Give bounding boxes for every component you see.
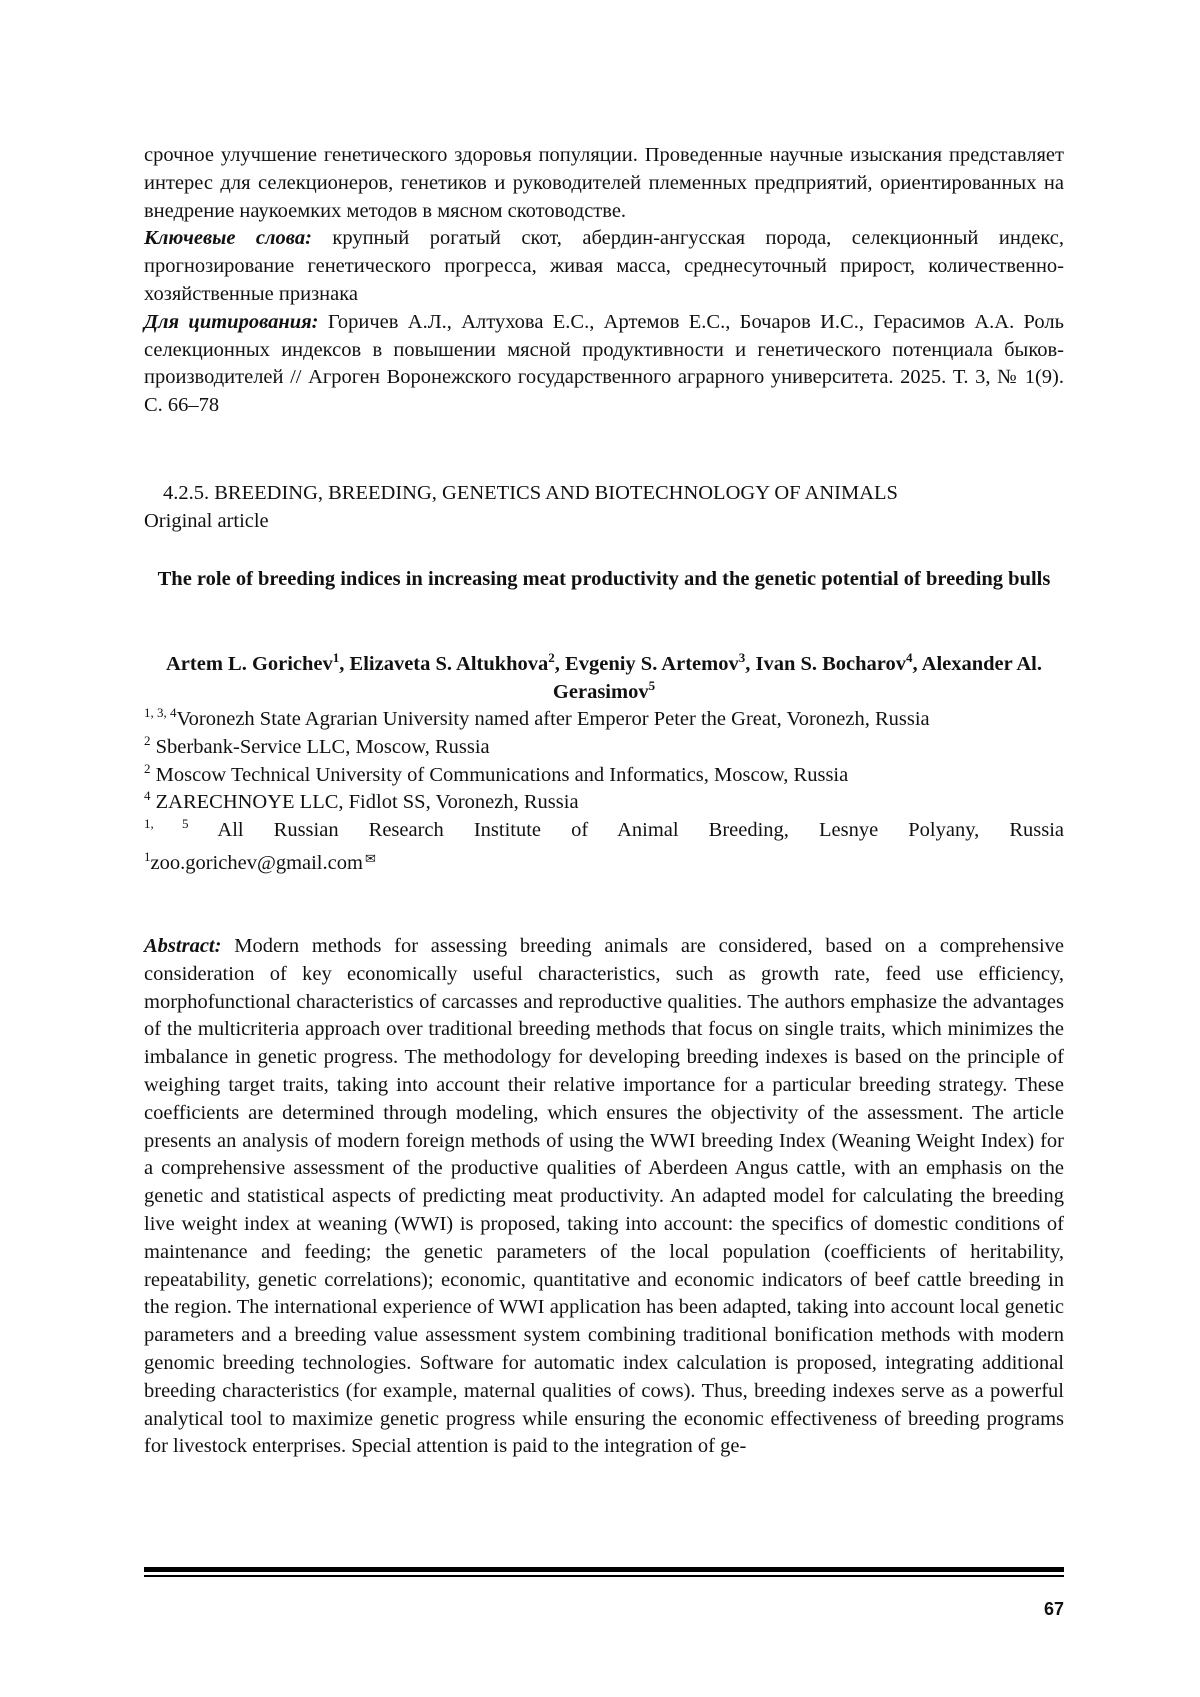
affiliation-line xyxy=(144,734,1064,762)
section-code: 4.2.5. BREEDING, BREEDING, GENETICS AND BIOTECHNOLOGY OF ANIMALS xyxy=(163,482,898,504)
author-name: Elizaveta S. Altukhova xyxy=(349,653,549,675)
author-affiliation-mark: 5 xyxy=(648,677,656,693)
affiliation-mark: 1, 5 xyxy=(144,816,189,832)
abstract-en xyxy=(144,933,1064,1461)
affiliation-line xyxy=(144,817,1064,845)
abstract-ru-ending: срочное улучшение генетического здоровья популяции. Проведенные научные изыскания представляет интерес для селекционеров, генетиков и руководителей племенных предприятий, ориентированных на внедрение наукоемких методов в мясном скотоводстве. xyxy=(144,144,1064,222)
abstract-text: Modern methods for assessing breeding animals are considered, based on a comprehensive consideration of key economically useful characteristics, such as growth rate, feed use efficiency, morphofunctional characteristics of carcasses and reproductive qualities. The authors emphasize the advantages of the multicriteria approach over traditional breeding methods that focus on single traits, which minimizes the imbalance in genetic progress. The methodology for developing breeding indexes is based on the principle of weighing target traits, taking into account their relative importance for a particular breeding strategy. These coefficients are determined through modeling, which ensures the objectivity of the assessment. The article presents an analysis of modern foreign methods of using the WWI breeding Index (Weaning Weight Index) for a comprehensive assessment of the productive qualities of Aberdeen Angus cattle, with an emphasis on the genetic and statistical aspects of predicting meat productivity. An adapted model for calculating the breeding live weight index at weaning (WWI) is proposed, taking into account: the specifics of domestic conditions of maintenance and feeding; the genetic parameters of the local population (coefficients of heritability, repeatability, genetic correlations); economic, quantitative and economic indicators of beef cattle breeding in the region. The international experience of WWI application has been adapted, taking into account local genetic parameters and a breeding value assessment system combining traditional bonification methods with modern genomic breeding technologies. Software for automatic index calculation is proposed, integrating additional breeding characteristics (for example, maternal qualities of cows). Thus, breeding indexes serve as a powerful analytical tool to maximize genetic progress while ensuring the economic effectiveness of breeding programs for livestock enterprises. Special attention is paid to the integration of ge- xyxy=(144,935,1064,1458)
footer-rule xyxy=(144,1567,1064,1577)
author-affiliation-mark: 2 xyxy=(548,650,555,665)
author-name: Evgeniy S. Artemov xyxy=(565,653,739,675)
footer-rule-thick xyxy=(144,1567,1064,1572)
russian-abstract-tail xyxy=(144,142,1064,420)
affiliations xyxy=(144,706,1064,878)
affiliation-mark: 2 xyxy=(144,732,151,748)
citation-ru-label: Для цитирования: xyxy=(144,310,319,333)
author-separator: , xyxy=(912,653,922,675)
affiliation-text: All Russian Research Institute of Animal Breeding, Lesnye Polyany, Russia xyxy=(188,819,1064,842)
affiliation-text: Sberbank-Service LLC, Moscow, Russia xyxy=(150,735,490,758)
affiliation-line xyxy=(144,762,1064,790)
affiliation-mark: 2 xyxy=(144,760,151,776)
author-affiliation-mark: 1 xyxy=(332,650,340,665)
author-list xyxy=(144,651,1064,707)
affiliation-mark: 4 xyxy=(144,788,151,804)
author-name: Artem L. Gorichev xyxy=(165,653,333,675)
keywords-ru-label: Ключевые слова: xyxy=(144,227,312,250)
email-address: zoo.gorichev@gmail.com xyxy=(150,851,363,874)
affiliation-line xyxy=(144,706,1064,734)
affiliation-mark: 1, 3, 4 xyxy=(144,705,177,720)
author-name: Ivan S. Bocharov xyxy=(755,653,907,675)
section-heading xyxy=(144,480,1064,536)
author-affiliation-mark: 3 xyxy=(738,650,746,665)
footer-rule-thin xyxy=(144,1575,1064,1577)
citation-ru xyxy=(144,309,1064,420)
author-name: Alexander Al. Gerasimov xyxy=(552,653,1043,703)
citation-ru-text: Горичев А.Л., Алтухова Е.С., Артемов Е.С., Бочаров И.С., Герасимов А.А. Роль селекционных индексов в повышении мясной продуктивности и генетического потенциала быков-производителей // Агроген Воронежского государственного аграрного университета. 2025. Т. 3, № 1(9). С. 66–78 xyxy=(144,310,1064,417)
affiliation-line xyxy=(144,789,1064,817)
author-separator: , xyxy=(339,653,350,675)
author-separator: , xyxy=(554,653,566,675)
article-type: Original article xyxy=(144,509,269,532)
author-separator: , xyxy=(745,653,756,675)
affiliation-text: ZARECHNOYE LLC, Fidlot SS, Voronezh, Russia xyxy=(150,791,579,814)
affiliation-text: Voronezh State Agrarian University named after Emperor Peter the Great, Voronezh, Russia xyxy=(176,708,930,730)
page-number: 67 xyxy=(1043,1599,1064,1619)
email-line xyxy=(144,845,1064,878)
envelope-icon: ✉ xyxy=(364,850,376,866)
abstract-label: Abstract: xyxy=(144,935,222,957)
affiliation-text: Moscow Technical University of Communications and Informatics, Moscow, Russia xyxy=(150,763,849,786)
abstract-paragraph xyxy=(144,933,1064,1461)
email-mark: 1 xyxy=(144,848,151,864)
keywords-ru xyxy=(144,225,1064,308)
article-title: The role of breeding indices in increasing meat productivity and the genetic potential of breeding bulls xyxy=(157,568,1051,590)
author-affiliation-mark: 4 xyxy=(906,650,913,665)
keywords-ru-text: крупный рогатый скот, абердин-ангусская порода, селекционный индекс, прогнозирование генетического прогресса, живая масса, среднесуточный прирост, количественно-хозяйственные признака xyxy=(144,227,1064,305)
